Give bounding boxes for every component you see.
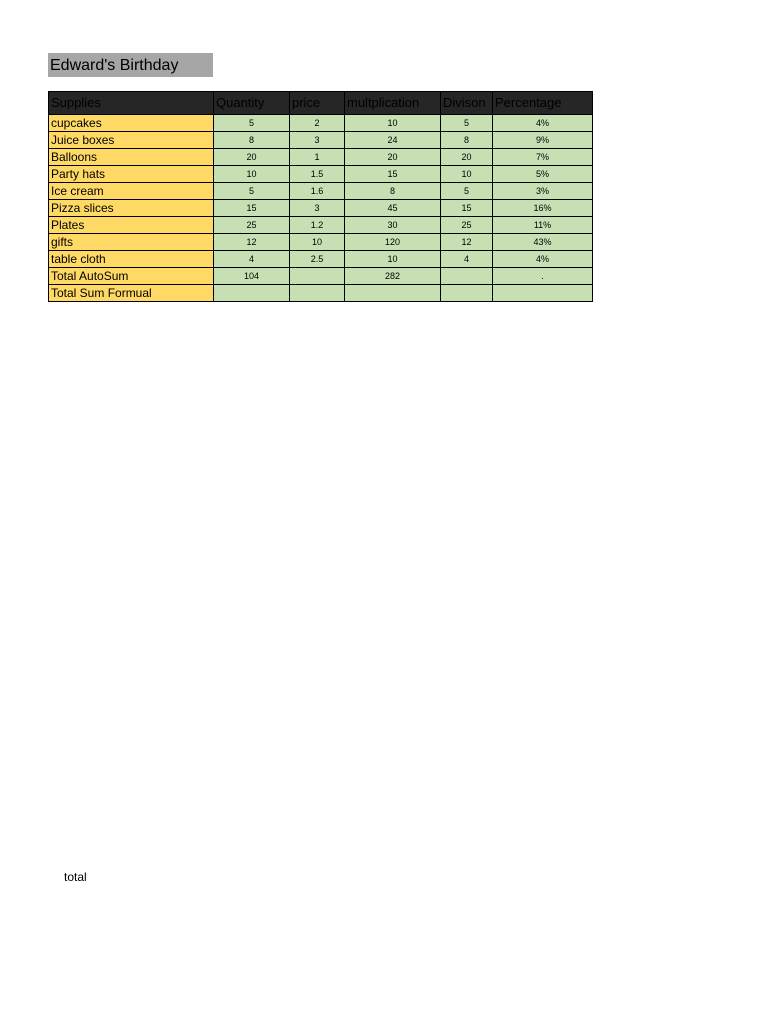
cell-percentage[interactable]: 16% [493,200,593,217]
cell-item[interactable]: Total Sum Formual [49,285,214,302]
cell-division[interactable]: 20 [441,149,493,166]
cell-price[interactable]: 3 [290,132,345,149]
cell-division[interactable]: 10 [441,166,493,183]
cell-item[interactable]: Balloons [49,149,214,166]
table-row [49,115,593,132]
cell-quantity[interactable]: 10 [214,166,290,183]
header-quantity[interactable]: Quantity [214,92,290,115]
cell-percentage[interactable]: 43% [493,234,593,251]
cell-item[interactable]: Ice cream [49,183,214,200]
table-row [49,251,593,268]
cell-price[interactable]: 1 [290,149,345,166]
cell-price[interactable]: 1.6 [290,183,345,200]
cell-quantity[interactable] [214,285,290,302]
cell-percentage[interactable]: 7% [493,149,593,166]
cell-price[interactable] [290,268,345,285]
cell-item[interactable]: gifts [49,234,214,251]
cell-item[interactable]: cupcakes [49,115,214,132]
cell-multiplication[interactable]: 45 [345,200,441,217]
table-row [49,132,593,149]
cell-division[interactable]: 5 [441,183,493,200]
cell-division[interactable]: 5 [441,115,493,132]
cell-quantity[interactable]: 15 [214,200,290,217]
cell-division[interactable] [441,268,493,285]
cell-item[interactable]: Juice boxes [49,132,214,149]
cell-division[interactable] [441,285,493,302]
cell-item[interactable]: Plates [49,217,214,234]
cell-item[interactable]: Pizza slices [49,200,214,217]
cell-multiplication[interactable]: 15 [345,166,441,183]
supplies-table [48,91,593,302]
header-row [49,92,593,115]
table-row [49,200,593,217]
cell-percentage[interactable]: . [493,268,593,285]
cell-multiplication[interactable]: 20 [345,149,441,166]
cell-division[interactable]: 25 [441,217,493,234]
cell-quantity[interactable]: 4 [214,251,290,268]
cell-percentage[interactable]: 9% [493,132,593,149]
cell-price[interactable]: 1.2 [290,217,345,234]
cell-multiplication[interactable] [345,285,441,302]
cell-quantity[interactable]: 20 [214,149,290,166]
cell-quantity[interactable]: 25 [214,217,290,234]
cell-quantity[interactable]: 8 [214,132,290,149]
cell-percentage[interactable]: 5% [493,166,593,183]
cell-multiplication[interactable]: 24 [345,132,441,149]
cell-multiplication[interactable]: 10 [345,251,441,268]
cell-quantity[interactable]: 104 [214,268,290,285]
cell-percentage[interactable]: 11% [493,217,593,234]
header-percentage[interactable]: Percentage [493,92,593,115]
cell-multiplication[interactable]: 282 [345,268,441,285]
cell-quantity[interactable]: 5 [214,183,290,200]
cell-percentage[interactable]: 4% [493,115,593,132]
cell-percentage[interactable]: 4% [493,251,593,268]
cell-percentage[interactable] [493,285,593,302]
cell-division[interactable]: 12 [441,234,493,251]
cell-multiplication[interactable]: 10 [345,115,441,132]
cell-item[interactable]: Party hats [49,166,214,183]
header-price[interactable]: price [290,92,345,115]
cell-multiplication[interactable]: 120 [345,234,441,251]
cell-division[interactable]: 4 [441,251,493,268]
cell-price[interactable]: 2 [290,115,345,132]
table-row [49,217,593,234]
cell-price[interactable]: 2.5 [290,251,345,268]
cell-quantity[interactable]: 12 [214,234,290,251]
cell-percentage[interactable]: 3% [493,183,593,200]
table-row [49,183,593,200]
table-row [49,149,593,166]
cell-item[interactable]: Total AutoSum [49,268,214,285]
cell-division[interactable]: 8 [441,132,493,149]
cell-price[interactable]: 10 [290,234,345,251]
total-autosum-row [49,268,593,285]
cell-multiplication[interactable]: 30 [345,217,441,234]
total-formula-row [49,285,593,302]
table-row [49,234,593,251]
cell-price[interactable]: 1.5 [290,166,345,183]
cell-item[interactable]: table cloth [49,251,214,268]
cell-price[interactable]: 3 [290,200,345,217]
cell-quantity[interactable]: 5 [214,115,290,132]
header-division[interactable]: Divison [441,92,493,115]
header-multiplication[interactable]: multplication [345,92,441,115]
cell-multiplication[interactable]: 8 [345,183,441,200]
sheet-title[interactable]: Edward's Birthday [48,53,213,77]
header-supplies[interactable]: Supplies [49,92,214,115]
cell-price[interactable] [290,285,345,302]
table-row [49,166,593,183]
cell-division[interactable]: 15 [441,200,493,217]
total-label[interactable]: total [64,870,87,884]
